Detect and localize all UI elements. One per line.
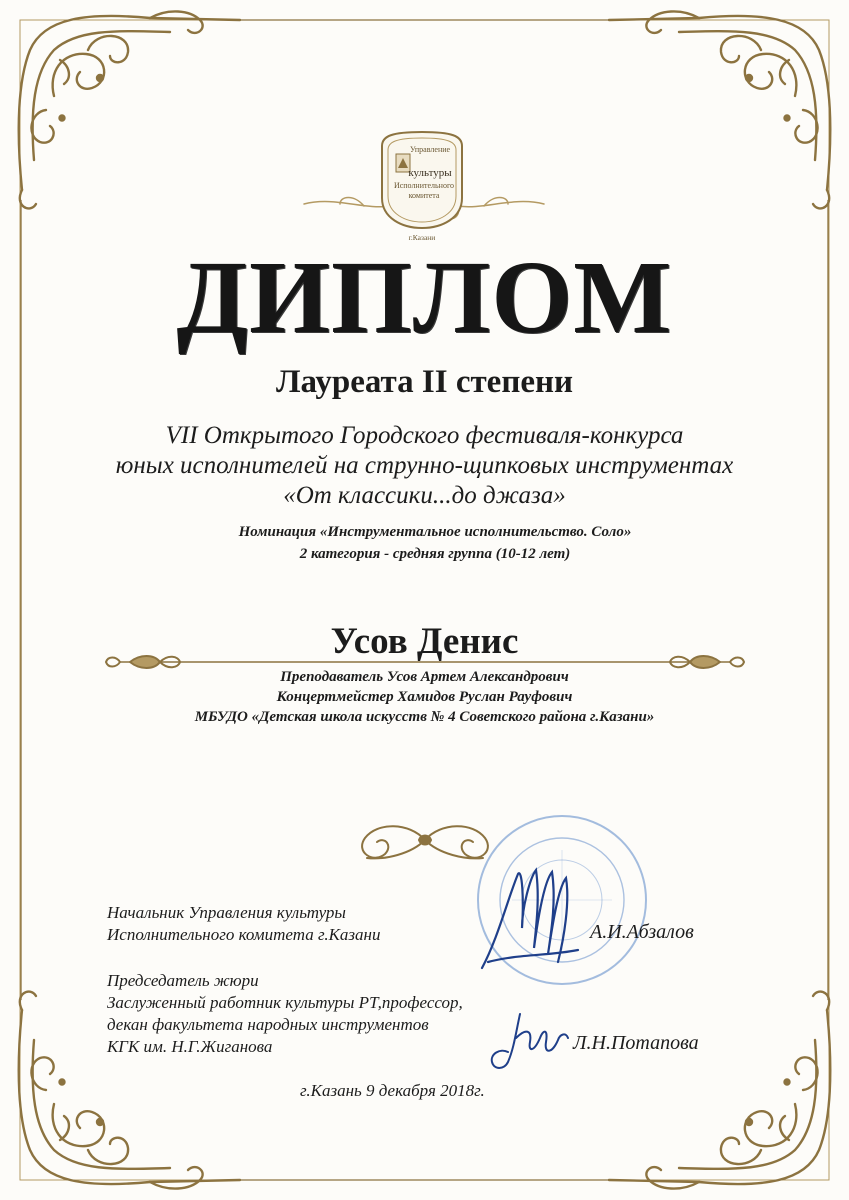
emblem-line-3: Исполнительного xyxy=(393,181,455,190)
signatory-2-position-line-2: Заслуженный работник культуры РТ,профессор, xyxy=(107,993,463,1012)
school: МБУДО «Детская школа искусств № 4 Советского района г.Казани» xyxy=(194,709,655,725)
signatory-2-position-line-1: Председатель жюри xyxy=(107,971,259,990)
signatory-2-position-line-3: декан факультета народных инструментов xyxy=(107,1015,429,1034)
emblem-city: г.Казани xyxy=(408,233,436,242)
emblem-line-2: культуры xyxy=(408,167,452,179)
culture-department-emblem xyxy=(374,128,470,244)
teacher: Преподаватель Усов Артем Александрович xyxy=(280,669,569,685)
emblem-line-1: Управление xyxy=(409,145,451,154)
accompanist: Концертмейстер Хамидов Руслан Рауфович xyxy=(276,689,573,705)
signatory-2-name: Л.Н.Потапова xyxy=(573,1032,699,1054)
diploma-title: ДИПЛОМ xyxy=(176,240,673,355)
laureate-degree: Лауреата II степени xyxy=(275,364,574,400)
age-category: 2 категория - средняя группа (10-12 лет) xyxy=(299,546,571,562)
signatory-1-name: А.И.Абзалов xyxy=(590,921,694,943)
place-date: г.Казань 9 декабря 2018г. xyxy=(300,1081,485,1100)
signatory-2-position-line-4: КГК им. Н.Г.Жиганова xyxy=(107,1037,273,1056)
signatory-1-position-line-1: Начальник Управления культуры xyxy=(107,903,346,922)
festival-line-2: юных исполнителей на струнно-щипковых инструментах xyxy=(115,452,734,479)
nomination: Номинация «Инструментальное исполнительство. Соло» xyxy=(238,524,632,540)
festival-line-3: «От классики...до джаза» xyxy=(283,482,566,509)
signatory-1-position-line-2: Исполнительного комитета г.Казани xyxy=(107,925,381,944)
emblem-line-4: комитета xyxy=(408,191,440,200)
recipient-name: Усов Денис xyxy=(330,621,519,662)
festival-line-1: VII Открытого Городского фестиваля-конкурса xyxy=(165,422,684,449)
